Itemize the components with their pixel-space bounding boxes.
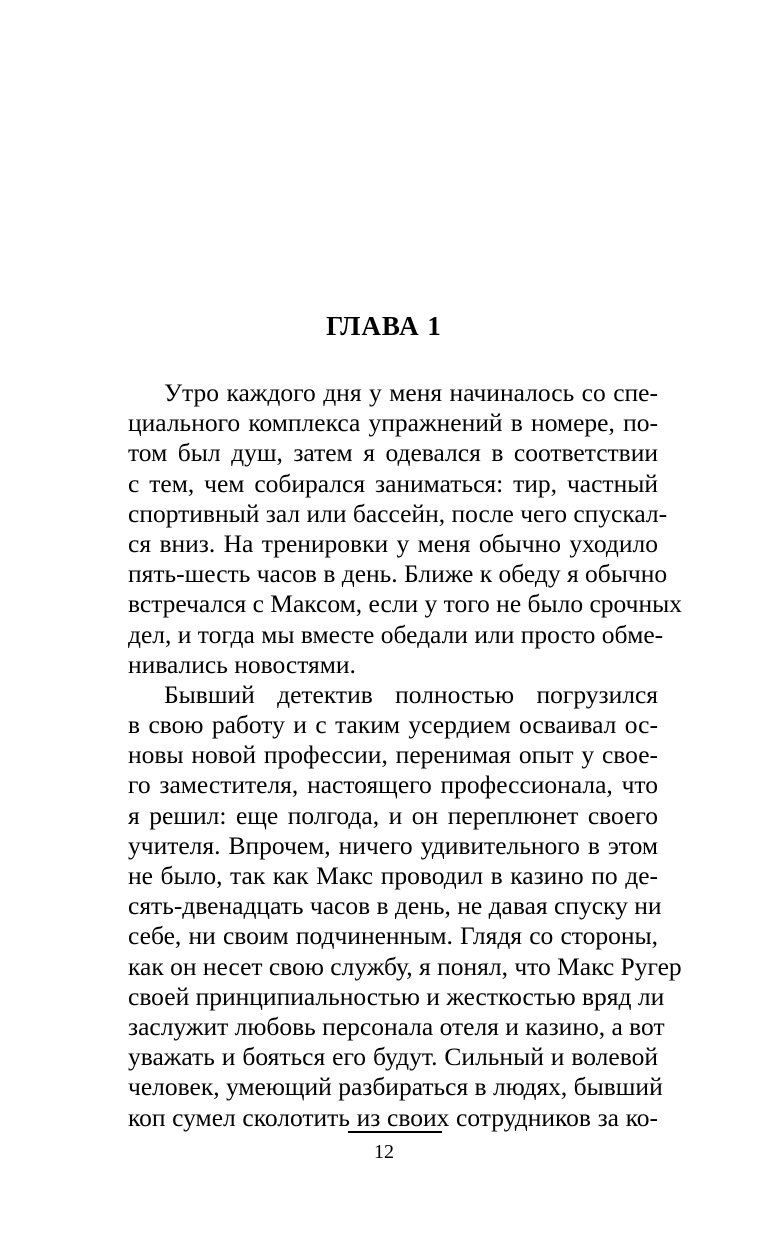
text-line: ся вниз. На тренировки у меня обычно уходило [128,528,658,558]
text-line: как он несет свою службу, я понял, что Макс Ругер [128,951,682,981]
text-line: пять-шесть часов в день. Ближе к обеду я обычно [128,559,668,589]
text-line: человек, умеющий разбираться в людях, бывший [128,1072,663,1102]
text-line: нивались новостями. [128,649,356,679]
text-line: я решил: еще полгода, и он переплюнет своего [128,800,658,830]
text-line: уважать и бояться его будут. Сильный и волевой [128,1042,658,1072]
text-line: с тем, чем собирался заниматься: тир, частный [128,468,658,498]
text-line: сять-двенадцать часов в день, не давая спуску ни [128,891,662,921]
page-number: 12 [374,1141,394,1163]
text-line: го заместителя, настоящего профессионала, что [128,770,658,800]
text-line: циального комплекса упражнений в номере, по- [128,408,658,438]
text-line: учителя. Впрочем, ничего удивительного в этом [128,830,658,860]
text-line: Бывший детектив полностью погрузился [164,679,658,709]
text-line: своей принципиальностью и жесткостью вряд ли [128,981,665,1011]
text-line: том был душ, затем я одевался в соответствии [128,438,658,468]
text-line: себе, ни своим подчиненным. Глядя со стороны, [128,921,658,951]
body-text [128,378,682,1133]
paragraph-1 [128,378,682,680]
text-line: заслужит любовь персонала отеля и казино, а вот [128,1011,665,1041]
text-line: встречался с Максом, если у того не было срочных [128,589,682,619]
text-line: в свою работу и с таким усердием осваивал ос- [128,710,658,740]
text-line: Утро каждого дня у меня начиналось со спе- [164,378,658,407]
paragraph-2 [128,679,682,1133]
text-line: новы новой профессии, перенимая опыт у свое- [128,740,658,770]
footer-divider [348,1131,442,1133]
text-line: спортивный зал или бассейн, после чего спускал- [128,498,668,528]
text-line: коп сумел сколотить из своих сотрудников за ко- [128,1102,658,1132]
text-line: дел, и тогда мы вместе обедали или просто обме- [128,619,664,649]
text-line: не было, так как Макс проводил в казино по де- [128,861,658,890]
chapter-title: ГЛАВА 1 [326,311,442,341]
